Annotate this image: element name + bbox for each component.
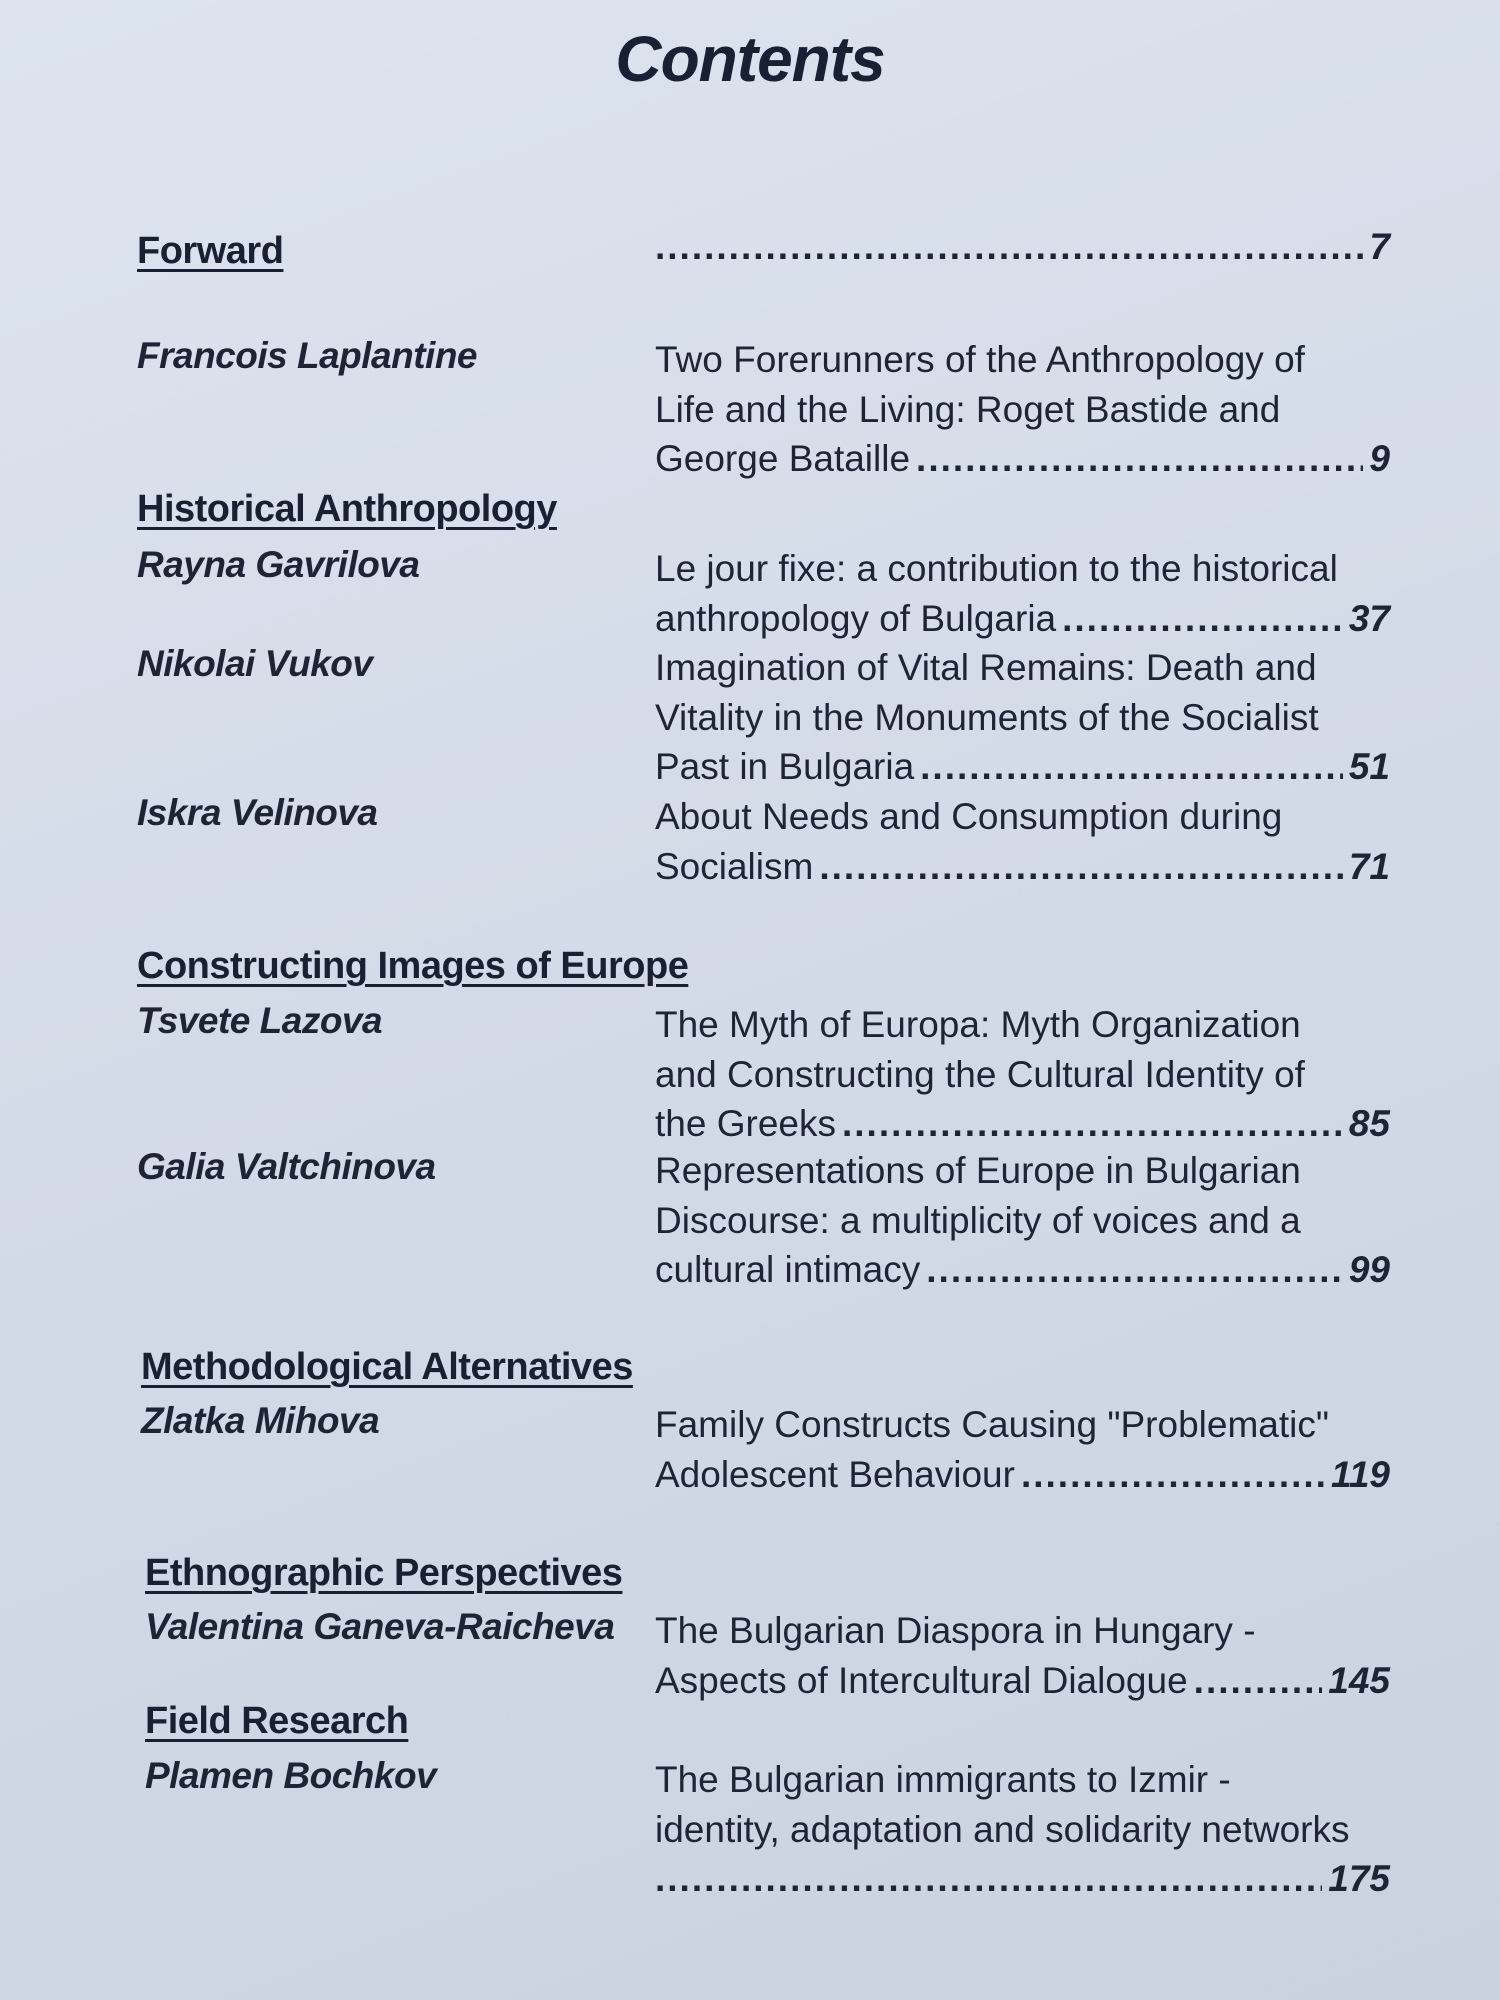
title-last-line: [655, 1099, 1390, 1149]
section-heading-constructing-images-of-europe: Constructing Images of Europe: [137, 945, 689, 987]
title-last-line: [655, 1854, 1390, 1904]
title-last-line: [655, 434, 1390, 484]
title-line: anthropology of Bulgaria: [655, 597, 1057, 639]
entry-work: [655, 335, 1390, 484]
title-line: and Constructing the Cultural Identity of: [655, 1053, 1305, 1095]
page-number: 145: [1328, 1659, 1390, 1701]
dot-leader: [842, 1099, 1343, 1149]
entry-work: [655, 1000, 1390, 1149]
title-line: Imagination of Vital Remains: Death and: [655, 647, 1317, 688]
entry-work: [655, 1606, 1390, 1705]
section-heading-methodological-alternatives: Methodological Alternatives: [141, 1346, 633, 1388]
dot-leader: [916, 434, 1363, 484]
page-number: 51: [1348, 746, 1390, 787]
title-line: cultural intimacy: [655, 1249, 921, 1290]
section-heading-field-research: Field Research: [145, 1700, 409, 1742]
title-line: Representations of Europe in Bulgarian: [655, 1150, 1301, 1191]
entry-author: Nikolai Vukov: [137, 643, 373, 684]
page-number: 99: [1348, 1249, 1390, 1290]
title-line: Vitality in the Monuments of the Socialist: [655, 696, 1319, 738]
title-line: Discourse: a multiplicity of voices and a: [655, 1199, 1301, 1241]
page-number: 7: [1369, 226, 1390, 267]
entry-work: [655, 643, 1390, 792]
entry-author: Iskra Velinova: [137, 792, 378, 833]
title-line: Adolescent Behaviour: [655, 1453, 1015, 1495]
dot-leader: [920, 742, 1343, 792]
page-title: Contents: [615, 23, 885, 95]
title-last-line: [655, 742, 1390, 792]
leader-line: [655, 222, 1390, 272]
dot-leader: [926, 1245, 1343, 1295]
entry-author: Valentina Ganeva-Raicheva: [145, 1606, 615, 1647]
title-line: Le jour fixe: a contribution to the historical: [655, 548, 1338, 589]
title-line: Aspects of Intercultural Dialogue: [655, 1659, 1188, 1701]
section-heading-forward: Forward: [137, 230, 284, 272]
entry-work: [655, 1400, 1390, 1499]
title-line: Life and the Living: Roget Bastide and: [655, 388, 1281, 430]
title-last-line: [655, 1656, 1390, 1706]
entry-work: [655, 792, 1390, 891]
page-number: 71: [1348, 845, 1390, 887]
page-number: 9: [1369, 438, 1390, 479]
title-last-line: [655, 1245, 1390, 1295]
title-line: Two Forerunners of the Anthropology of: [655, 339, 1305, 380]
section-heading-historical-anthropology: Historical Anthropology: [137, 488, 557, 530]
title-line: George Bataille: [655, 438, 911, 479]
entry-author: Galia Valtchinova: [137, 1146, 436, 1187]
dot-leader: [655, 1854, 1322, 1904]
entry-work: [655, 1755, 1390, 1904]
entry-work: [655, 222, 1390, 272]
title-line: Family Constructs Causing "Problematic": [655, 1404, 1329, 1445]
entry-author: Plamen Bochkov: [145, 1755, 437, 1796]
dot-leader: [819, 842, 1343, 892]
section-heading-ethnographic-perspectives: Ethnographic Perspectives: [145, 1552, 623, 1594]
dot-leader: [1194, 1656, 1323, 1706]
title-line: The Bulgarian immigrants to Izmir -: [655, 1759, 1231, 1800]
title-last-line: [655, 842, 1390, 892]
title-last-line: [655, 1450, 1390, 1500]
title-line: the Greeks: [655, 1103, 836, 1144]
title-last-line: [655, 594, 1390, 644]
entry-author: Francois Laplantine: [137, 335, 478, 376]
entry-work: [655, 1146, 1390, 1295]
dot-leader: [1062, 594, 1343, 644]
title-line: About Needs and Consumption during: [655, 796, 1283, 837]
title-line: Past in Bulgaria: [655, 746, 915, 787]
page-number: 37: [1348, 597, 1390, 639]
entry-work: [655, 544, 1390, 643]
entry-author: Rayna Gavrilova: [137, 544, 420, 585]
page-number: 119: [1331, 1453, 1390, 1495]
title-line: Socialism: [655, 845, 814, 887]
page-number: 85: [1348, 1103, 1390, 1144]
entry-author: Zlatka Mihova: [141, 1400, 380, 1441]
page-number: 175: [1328, 1858, 1390, 1899]
title-line: The Bulgarian Diaspora in Hungary -: [655, 1610, 1256, 1651]
title-line: identity, adaptation and solidarity networks: [655, 1808, 1350, 1850]
dot-leader: [1021, 1450, 1325, 1500]
dot-leader: [655, 222, 1363, 272]
entry-author: Tsvete Lazova: [137, 1000, 383, 1041]
title-line: The Myth of Europa: Myth Organization: [655, 1004, 1301, 1045]
